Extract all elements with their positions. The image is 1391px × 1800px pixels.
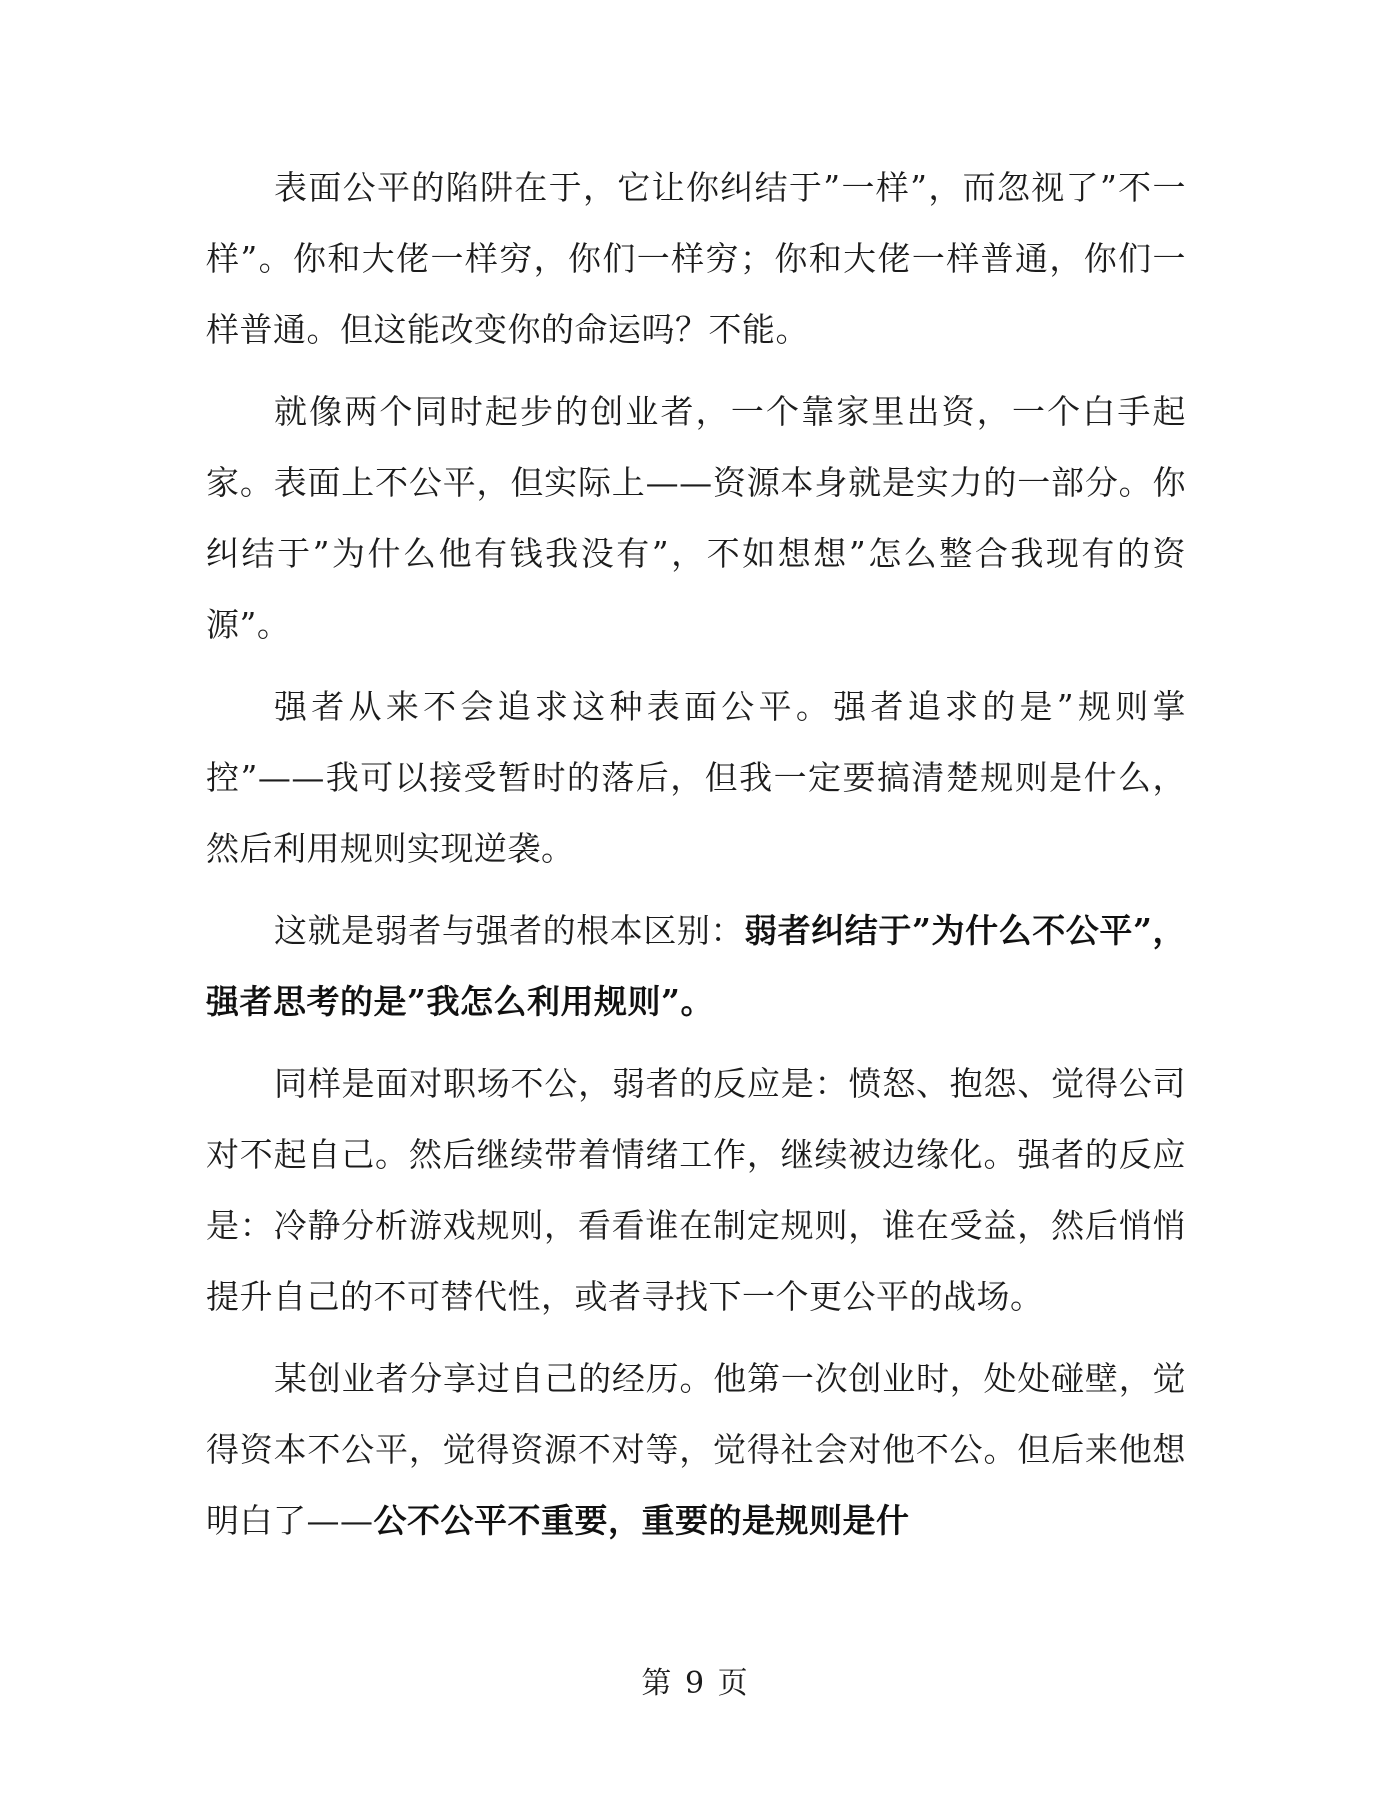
paragraph-2 (206, 376, 1186, 660)
paragraph-3 (206, 671, 1186, 884)
body-text (206, 152, 1186, 1556)
paragraph-4-emphasis: 弱者纠结于”为什么不公平”，强者思考的是”我怎么利用规则”。 (206, 911, 1187, 1021)
paragraph-4 (206, 895, 1186, 1037)
paragraph-5-text: 同样是面对职场不公，弱者的反应是：愤怒、抱怨、觉得公司对不起自己。然后继续带着情绪工作，继续被边缘化。强者的反应是：冷静分析游戏规则，看看谁在制定规则，谁在受益，然后悄悄提升自己的不可替代性，或者寻找下一个更公平的战场。 (206, 1064, 1186, 1316)
paragraph-2-text: 就像两个同时起步的创业者，一个靠家里出资，一个白手起家。表面上不公平，但实际上——资源本身就是实力的一部分。你纠结于”为什么他有钱我没有”，不如想想”怎么整合我现有的资源”。 (206, 392, 1186, 644)
paragraph-4-text: 这就是弱者与强者的根本区别： (274, 911, 745, 950)
paragraph-1 (206, 152, 1186, 365)
paragraph-3-text: 强者从来不会追求这种表面公平。强者追求的是”规则掌控”——我可以接受暂时的落后，但我一定要搞清楚规则是什么，然后利用规则实现逆袭。 (206, 687, 1186, 868)
paragraph-6 (206, 1343, 1186, 1556)
paragraph-6-text: 某创业者分享过自己的经历。他第一次创业时，处处碰壁，觉得资本不公平，觉得资源不对等，觉得社会对他不公。但后来他想明白了—— (206, 1359, 1186, 1540)
paragraph-5 (206, 1048, 1186, 1332)
paragraph-6-emphasis: 公不公平不重要，重要的是规则是什 (373, 1501, 910, 1540)
page-number: 第 9 页 (641, 1666, 750, 1701)
paragraph-1-text: 表面公平的陷阱在于，它让你纠结于”一样”，而忽视了”不一样”。你和大佬一样穷，你们一样穷；你和大佬一样普通，你们一样普通。但这能改变你的命运吗？不能。 (206, 168, 1186, 349)
